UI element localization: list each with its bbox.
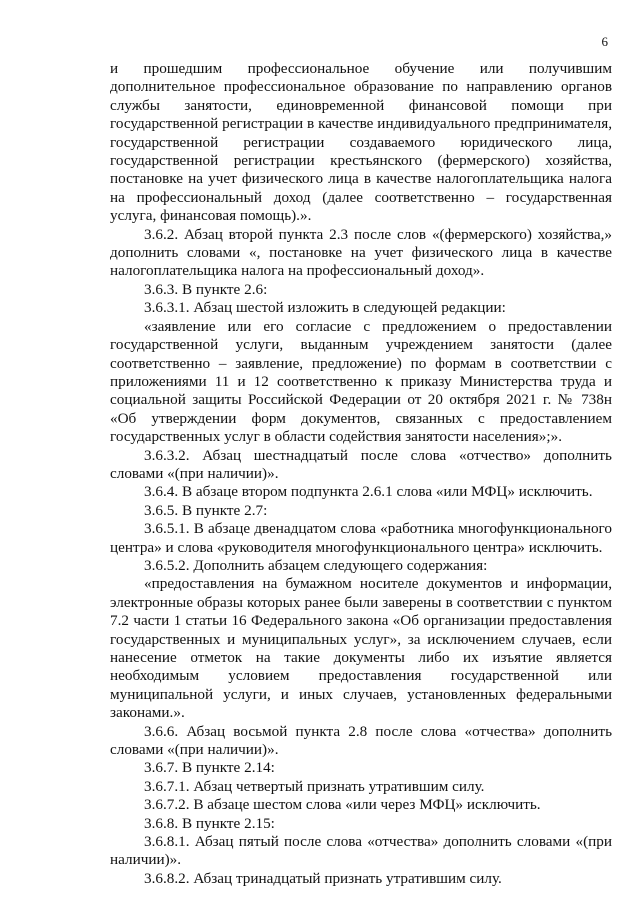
paragraph: 3.6.8. В пункте 2.15:: [144, 814, 275, 832]
paragraph: 3.6.3.1. Абзац шестой изложить в следующей редакции:: [144, 299, 506, 317]
paragraph: «заявление или его согласие с предложением о предоставлении государственной услуги, выданным учреждением занятости (далее соответственно – заявление, предложение) по формам в соответствии с приложениями 11 и 12 соответственно к приказу Министерства труда и социальной защиты Российской Федерации от 20 октября 2021 г. № 738н «Об утверждении форм документов, связанных с предоставлением государственных услуг в области содействия занятости населения»;».: [110, 317, 612, 446]
paragraph: 3.6.4. В абзаце втором подпункта 2.6.1 слова «или МФЦ» исключить.: [144, 483, 593, 501]
paragraph: 3.6.3.2. Абзац шестнадцатый после слова «отчество» дополнить словами «(при наличии)».: [110, 446, 612, 482]
paragraph: 3.6.6. Абзац восьмой пункта 2.8 после слова «отчества» дополнить словами «(при наличии)».: [110, 722, 612, 759]
paragraph: 3.6.7. В пункте 2.14:: [144, 759, 275, 777]
paragraph: 3.6.5. В пункте 2.7:: [144, 501, 268, 519]
paragraph: 3.6.5.1. В абзаце двенадцатом слова «работника многофункционального центра» и слова «руководителя многофункционального центра» исключить.: [110, 520, 612, 556]
paragraph: «предоставления на бумажном носителе документов и информации, электронные образы которых ранее были заверены в соответствии с пунктом 7.2 части 1 статьи 16 Федерального закона «Об организации предоставления государственных и муниципальных услуг», за исключением случаев, если нанесение отметок на такие документы либо их изъятие является необходимым условием предоставления государственной или муниципальной услуги, и иных случаев, установленных федеральными законами.».: [110, 575, 612, 722]
paragraph: 3.6.2. Абзац второй пункта 2.3 после слов «(фермерского) хозяйства,» дополнить словами «, постановке на учет физического лица в качестве налогоплательщика налога на профессиональный доход».: [110, 225, 612, 280]
document-body: [110, 60, 612, 888]
paragraph: 3.6.8.2. Абзац тринадцатый признать утратившим силу.: [144, 869, 502, 887]
paragraph: и прошедшим профессиональное обучение или получившим дополнительное профессиональное образование по направлению органов службы занятости, единовременной финансовой помощи при государственной регистрации в качестве индивидуального предпринимателя, государственной регистрации создаваемого юридического лица, государственной регистрации крестьянского (фермерского) хозяйства, постановке на учет физического лица в качестве налогоплательщика налога на профессиональный доход (далее соответственно – государственная услуга, финансовая помощь).».: [110, 60, 612, 225]
paragraph: 3.6.8.1. Абзац пятый после слова «отчества» дополнить словами «(при наличии)».: [110, 833, 612, 869]
paragraph: 3.6.3. В пункте 2.6:: [144, 280, 268, 298]
paragraph: 3.6.7.1. Абзац четвертый признать утратившим силу.: [144, 777, 485, 795]
paragraph: 3.6.7.2. В абзаце шестом слова «или через МФЦ» исключить.: [144, 796, 541, 814]
page-number: 6: [601, 34, 608, 49]
paragraph: 3.6.5.2. Дополнить абзацем следующего содержания:: [144, 556, 488, 574]
